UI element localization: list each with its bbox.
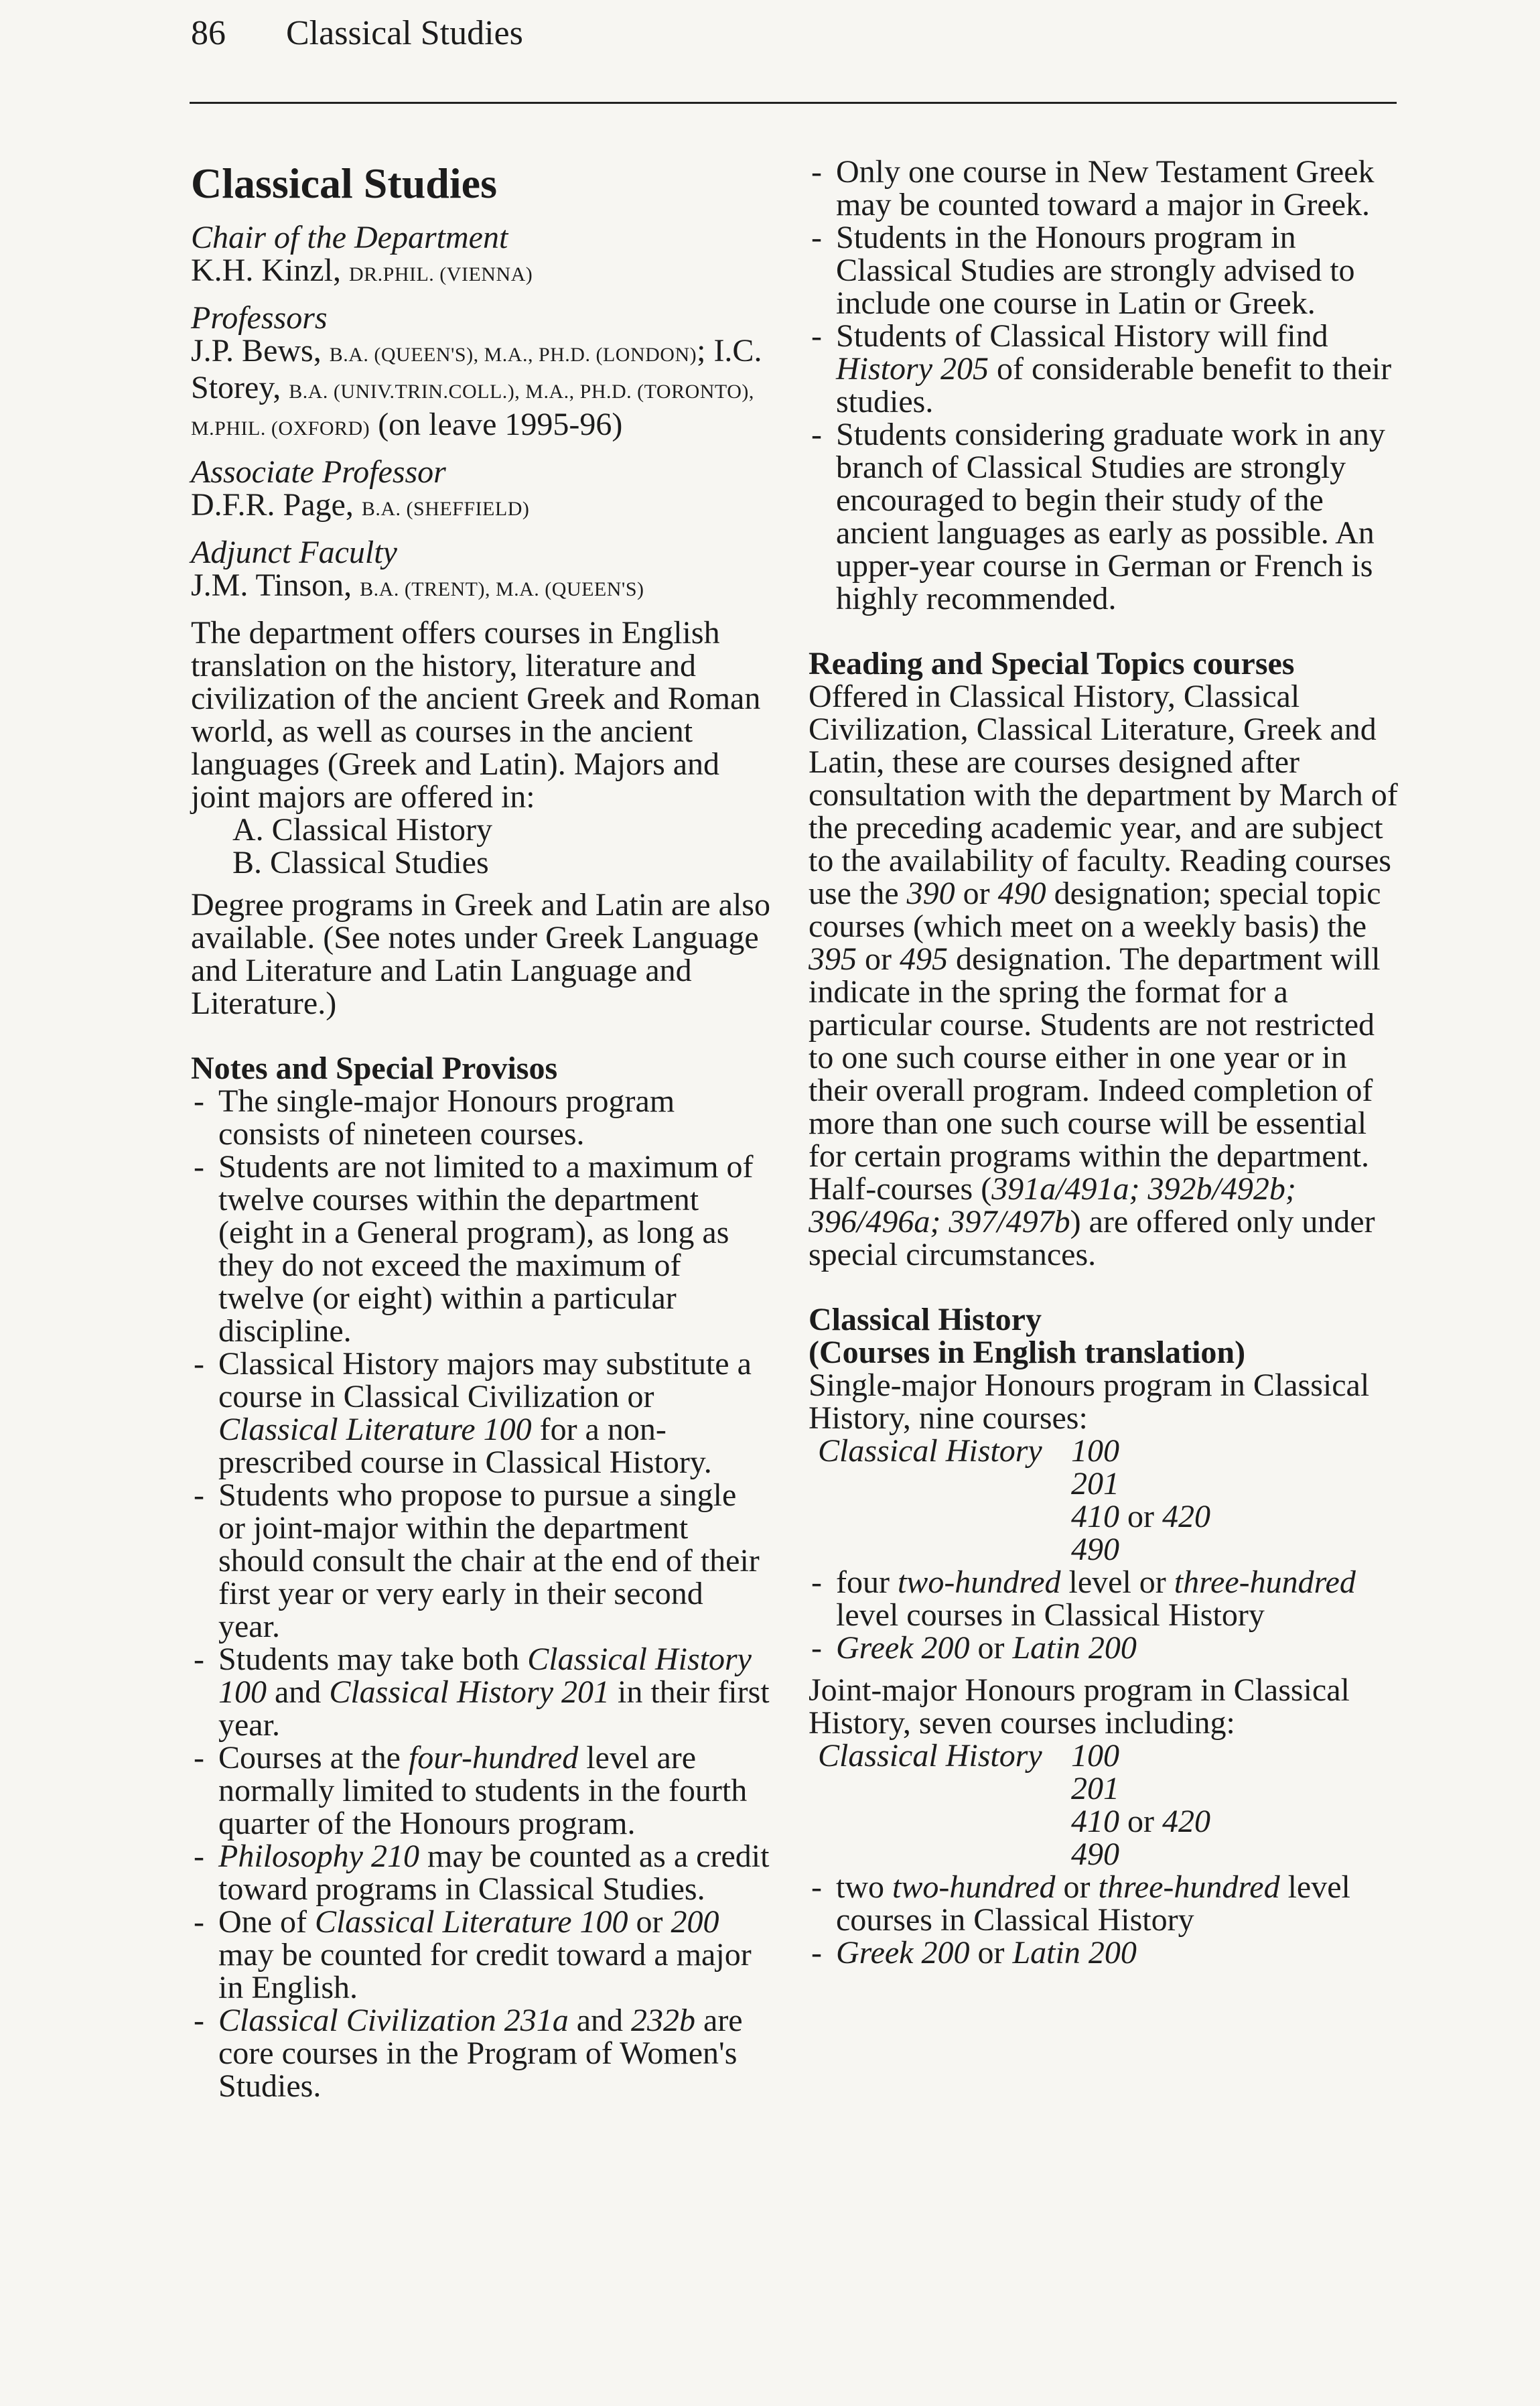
list-item	[191, 2004, 770, 2102]
note-text: Students of Classical History will find	[836, 318, 1328, 354]
reading-text: or	[857, 941, 900, 977]
list-item	[191, 1085, 770, 1150]
course-number: 201	[1071, 1771, 1119, 1806]
note-text: Students in the Honours program in Classical Studies are strongly advised to include one course in Latin or Greek.	[836, 220, 1355, 321]
course-row	[818, 1500, 1398, 1533]
right-column	[809, 155, 1398, 1969]
running-head	[191, 13, 523, 53]
reading-text: or	[955, 876, 998, 911]
note-text: may be counted as a credit toward programs in Classical Studies.	[218, 1839, 770, 1907]
reading-text: ) are offered only under special circumstances.	[809, 1204, 1375, 1272]
notes-list	[191, 1085, 770, 2102]
notes-heading: Notes and Special Provisos	[191, 1051, 558, 1086]
staff-role: Associate Professor	[191, 454, 446, 490]
joint-major-courses	[818, 1739, 1398, 1871]
note-text: level are normally limited to students in the fourth quarter of the Honours program.	[218, 1740, 748, 1841]
note-text: of considerable benefit to their studies.	[836, 351, 1392, 419]
list-item	[191, 1479, 770, 1643]
note-text: in their first year.	[218, 1674, 770, 1743]
note-text: Students are not limited to a maximum of twelve courses within the department (eight in a General program), as long as they do not exceed the maximum of twelve (or eight) within a particular discipline.	[218, 1149, 754, 1349]
course-ref: Classical History 100	[218, 1642, 752, 1710]
course-ref: Philosophy 210	[218, 1839, 419, 1874]
list-item: - Greek 200 or Latin 200	[809, 1936, 1398, 1969]
note-text: The single-major Honours program consists of nineteen courses.	[218, 1083, 675, 1152]
reading-text: designation. The department will indicate in the spring the format for a particular course. Students are not restricted to one such course either in one year or in their overall program. Indeed completion of more than one such course will be essential for certain programs within the department. Half-courses (	[809, 941, 1381, 1207]
note-text: and	[568, 2003, 632, 2038]
major-item: B. Classical Studies	[232, 845, 489, 880]
reading-text: designation; special topic courses (which meet on a weekly basis) the	[809, 876, 1381, 944]
note-text: Only one course in New Testament Greek may be counted toward a major in Greek.	[836, 154, 1375, 222]
left-column	[191, 155, 770, 2102]
single-major-courses	[818, 1434, 1398, 1566]
notes-list-continued	[809, 155, 1398, 615]
course-ref: Classical History 201	[329, 1674, 610, 1710]
header-rule	[190, 102, 1397, 104]
note-text: are core courses in the Program of Women's Studies.	[218, 2003, 743, 2104]
staff-role: Adjunct Faculty	[191, 535, 397, 570]
staff-degrees: B.A. (TRENT), M.A. (QUEEN'S)	[360, 578, 644, 600]
course-ref: 232b	[631, 2003, 696, 2038]
course-number: 100	[1071, 1433, 1119, 1469]
intro-paragraph: The department offers courses in English translation on the history, literature and civilization of the ancient Greek and Roman world, as well as courses in the ancient languages (Greek and Latin). Majors and joint majors are offered in:	[191, 615, 761, 815]
staff-degrees: B.A. (QUEEN'S), M.A., PH.D. (LONDON)	[329, 344, 697, 366]
note-text: and	[267, 1674, 330, 1710]
staff-name: J.P. Bews,	[191, 333, 330, 369]
joint-major-intro: Joint-major Honours program in Classical History, seven courses including:	[809, 1672, 1350, 1741]
staff-chair	[191, 221, 770, 291]
note-text: Students who propose to pursue a single or joint-major within the department should consult the chair at the end of their first year or very early in their second year.	[218, 1477, 760, 1644]
single-major-intro: Single-major Honours program in Classical History, nine courses:	[809, 1367, 1370, 1436]
page-number: 86	[191, 14, 226, 52]
staff-associate	[191, 456, 770, 525]
course-row	[818, 1739, 1398, 1772]
list-item	[809, 320, 1398, 418]
course-row	[818, 1805, 1398, 1838]
course-ref: 200	[671, 1904, 719, 1940]
emphasis: four-hundred	[408, 1740, 579, 1776]
course-ref: Classical Literature 100	[314, 1904, 628, 1940]
staff-role: Chair of the Department	[191, 220, 508, 255]
joint-major-requirements	[809, 1871, 1398, 1969]
course-name: Classical History	[818, 1738, 1042, 1774]
history-heading: Classical History	[809, 1302, 1042, 1337]
course-row	[818, 1467, 1398, 1500]
list-item	[191, 1906, 770, 2004]
course-number: 490	[1071, 1532, 1119, 1567]
course-name: Classical History	[818, 1433, 1042, 1469]
list-item	[809, 418, 1398, 615]
course-ref: History 205	[836, 351, 989, 387]
note-text: Students may take both	[218, 1642, 528, 1677]
list-item	[809, 155, 1398, 221]
staff-name: ; I.C. Storey,	[191, 333, 762, 405]
staff-degrees: B.A. (SHEFFIELD)	[361, 498, 530, 520]
list-item	[191, 1741, 770, 1840]
list-item	[191, 1347, 770, 1479]
history-subheading: (Courses in English translation)	[809, 1335, 1246, 1370]
course-row	[818, 1533, 1398, 1566]
staff-professors	[191, 302, 770, 445]
note-text: Classical History majors may substitute a course in Classical Civilization or	[218, 1346, 752, 1414]
degree-note: Degree programs in Greek and Latin are also available. (See notes under Greek Language and Literature and Latin Language and Literature.)	[191, 887, 770, 1021]
staff-degrees: B.A. (UNIV.TRIN.COLL.), M.A., PH.D. (TORONTO), M.PHIL. (OXFORD)	[191, 381, 754, 440]
note-text: Courses at the	[218, 1740, 409, 1776]
running-title: Classical Studies	[286, 14, 523, 52]
course-number: 410 or 420	[1071, 1804, 1210, 1839]
list-item	[191, 1840, 770, 1906]
course-number: 490	[1071, 1836, 1119, 1872]
course-ref: 495	[899, 941, 948, 977]
staff-name: K.H. Kinzl,	[191, 253, 349, 288]
single-major-requirements	[809, 1566, 1398, 1664]
staff-adjunct	[191, 536, 770, 606]
course-ref: Classical Civilization 231a	[218, 2003, 569, 2038]
list-item: - two two-hundred or three-hundred level courses in Classical History	[809, 1871, 1398, 1936]
course-number: 410 or 420	[1071, 1499, 1210, 1534]
note-text: or	[628, 1904, 671, 1940]
note-text: may be counted for credit toward a major in English.	[218, 1937, 752, 2005]
list-item: - Greek 200 or Latin 200	[809, 1631, 1398, 1664]
staff-leave-note: (on leave 1995-96)	[370, 407, 623, 442]
list-item	[809, 221, 1398, 320]
course-ref: 395	[809, 941, 857, 977]
course-number: 201	[1071, 1466, 1119, 1501]
course-ref: 490	[997, 876, 1046, 911]
reading-paragraph	[809, 680, 1398, 1271]
staff-name: J.M. Tinson,	[191, 567, 360, 603]
course-ref: 390	[906, 876, 955, 911]
course-ref: 391a/491a; 392b/492b; 396/496a; 397/497b	[809, 1171, 1296, 1240]
list-item	[191, 1150, 770, 1347]
list-item: - four two-hundred level or three-hundred level courses in Classical History	[809, 1566, 1398, 1631]
course-row	[818, 1772, 1398, 1805]
note-text: Students considering graduate work in any branch of Classical Studies are strongly encouraged to begin their study of the ancient languages as early as possible. An upper-year course in German or French is highly recommended.	[836, 417, 1385, 616]
page-title: Classical Studies	[191, 159, 497, 207]
major-item: A. Classical History	[232, 812, 492, 848]
course-ref: Classical Literature 100	[218, 1412, 532, 1447]
reading-text: Offered in Classical History, Classical Civilization, Classical Literature, Greek and Latin, these are courses designed after consultation with the department by March of the preceding academic year, and are subject to the availability of faculty. Reading courses use the	[809, 679, 1398, 911]
course-number: 100	[1071, 1738, 1119, 1774]
reading-heading: Reading and Special Topics courses	[809, 646, 1295, 681]
staff-degrees: DR.PHIL. (VIENNA)	[348, 263, 533, 285]
note-text: One of	[218, 1904, 315, 1940]
course-row	[818, 1838, 1398, 1871]
note-text: for a non-prescribed course in Classical History.	[218, 1412, 712, 1480]
course-row	[818, 1434, 1398, 1467]
list-item	[191, 1643, 770, 1741]
staff-role: Professors	[191, 300, 328, 336]
staff-name: D.F.R. Page,	[191, 487, 362, 523]
